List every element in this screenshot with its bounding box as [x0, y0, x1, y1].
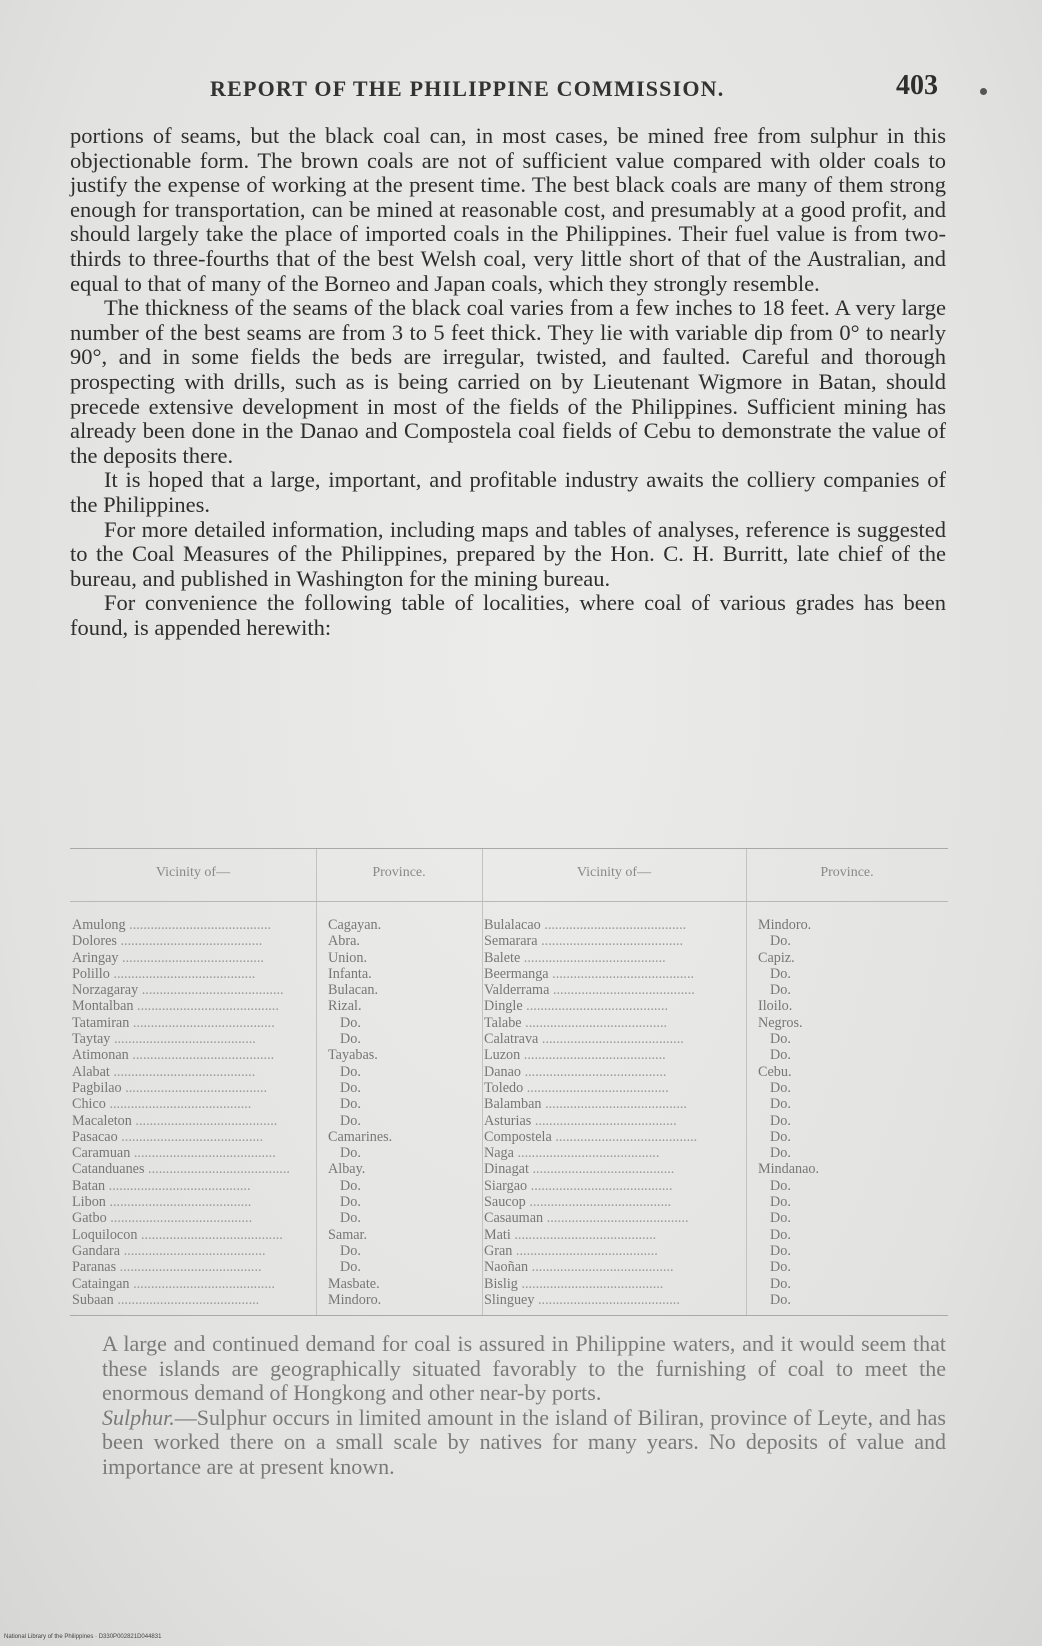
column-header: Vicinity of—	[576, 865, 652, 880]
table-cell-vicinity: Balamban ........................................	[484, 1096, 687, 1113]
table-cell-province: Do.	[340, 1014, 361, 1031]
table-cell-province: Mindoro.	[758, 917, 812, 933]
table-cell-vicinity: Slinguey ........................................	[484, 1291, 680, 1308]
table-cell-vicinity: Dolores ........................................	[72, 933, 263, 950]
paragraph: It is hoped that a large, important, and profitable industry awaits the colliery companies of the Philippines.	[70, 467, 946, 517]
table-cell-vicinity: Danao ........................................	[484, 1063, 667, 1080]
table-cell-province: Mindanao.	[758, 1161, 820, 1178]
province-list-right	[746, 917, 948, 1308]
table-cell-vicinity: Amulong ........................................	[72, 917, 272, 933]
table-cell-province: Masbate.	[328, 1275, 380, 1292]
sulphur-label: Sulphur.	[102, 1404, 175, 1430]
table-cell-vicinity: Tatamiran ........................................	[72, 1014, 275, 1031]
margin-mark	[980, 88, 987, 95]
header-title: REPORT OF THE PHILIPPINE COMMISSION.	[210, 76, 725, 101]
table-cell-vicinity: Pasacao ........................................	[72, 1128, 264, 1145]
vicinity-list-left	[70, 917, 316, 1308]
table-cell-vicinity: Batan ........................................	[72, 1177, 251, 1194]
table-cell-province: Iloilo.	[758, 998, 793, 1015]
table-cell-province: Do.	[770, 1047, 791, 1064]
table-cell-province: Samar.	[328, 1226, 368, 1243]
table-cell-province: Do.	[770, 1275, 791, 1292]
closing-text	[102, 1332, 946, 1480]
table-cell-vicinity: Norzagaray ........................................	[72, 982, 284, 999]
table-cell-province: Do.	[770, 965, 791, 982]
table-cell-vicinity: Gandara ........................................	[72, 1242, 266, 1259]
table-cell-vicinity: Saucop ........................................	[484, 1194, 672, 1211]
coal-localities-table	[70, 848, 948, 1316]
table-cell-vicinity: Naga ........................................	[484, 1145, 660, 1162]
page-number: 403	[896, 70, 938, 101]
table-cell-vicinity: Dinagat ........................................	[484, 1161, 675, 1178]
table-cell-vicinity: Atimonan ........................................	[72, 1047, 275, 1064]
table-cell-province: Do.	[770, 933, 791, 950]
table-cell-vicinity: Luzon ........................................	[484, 1047, 666, 1064]
table-cell-vicinity: Asturias ........................................	[484, 1112, 677, 1129]
table-cell-province: Albay.	[328, 1161, 366, 1178]
table-cell-vicinity: Macaleton ........................................	[72, 1112, 278, 1129]
table-cell-province: Bulacan.	[328, 982, 379, 999]
table-cell-vicinity: Caramuan ........................................	[72, 1145, 276, 1162]
column-header: Vicinity of—	[155, 865, 231, 880]
table-cell-province: Camarines.	[328, 1128, 393, 1145]
table-cell-vicinity: Loquilocon ........................................	[72, 1226, 283, 1243]
column-header: Province.	[372, 865, 426, 880]
table-cell-province: Do.	[340, 1210, 361, 1227]
table-cell-province: Do.	[340, 1063, 361, 1080]
table-cell-vicinity: Pagbilao ........................................	[72, 1079, 268, 1096]
paragraph: portions of seams, but the black coal can, in most cases, be mined free from sulphur in this objectionable form. The brown coals are not of sufficient value compared with older coals to justify the expense of working at the present time. The best black coals are many of them strong enough for transportation, can be mined at reasonable cost, and presumably at a good profit, and should largely take the place of imported coals in the Philippines. Their fuel value is from two-thirds to three-fourths that of the best Welsh coal, very little short of that of the Australian, and equal to that of many of the Borneo and Japan coals, which they strongly resemble.	[70, 123, 946, 296]
table-cell-province: Do.	[340, 1112, 361, 1129]
table-cell-province: Tayabas.	[328, 1047, 378, 1064]
vicinity-list-right	[482, 917, 746, 1308]
table-cell-province: Abra.	[328, 933, 360, 950]
table-cell-province: Do.	[340, 1031, 361, 1048]
table-cell-province: Do.	[340, 1096, 361, 1113]
column-province-left	[316, 849, 483, 1315]
column-province-right	[746, 849, 948, 1315]
table-cell-province: Do.	[340, 1079, 361, 1096]
table-cell-vicinity: Valderrama ........................................	[484, 982, 695, 999]
table-cell-vicinity: Montalban ........................................	[72, 998, 279, 1015]
table-cell-vicinity: Siargao ........................................	[484, 1177, 673, 1194]
table-cell-vicinity: Naoñan ........................................	[484, 1259, 674, 1276]
table-cell-province: Do.	[770, 1242, 791, 1259]
table-cell-vicinity: Subaan ........................................	[72, 1291, 260, 1308]
table-cell-province: Do.	[770, 1079, 791, 1096]
paragraph: A large and continued demand for coal is assured in Philippine waters, and it would seem that these islands are geographically situated favorably to the furnishing of coal to meet the enormous demand of Hongkong and other near-by ports.	[102, 1331, 946, 1406]
table-cell-province: Do.	[770, 1031, 791, 1048]
table-cell-province: Do.	[340, 1242, 361, 1259]
table-cell-vicinity: Taytay ........................................	[72, 1031, 256, 1048]
table-cell-vicinity: Gran ........................................	[484, 1242, 658, 1259]
province-list-left	[316, 917, 482, 1308]
running-header	[70, 70, 970, 108]
table-cell-vicinity: Beermanga ........................................	[484, 965, 695, 982]
table-cell-province: Do.	[770, 1112, 791, 1129]
table-cell-vicinity: Polillo ........................................	[72, 965, 256, 982]
table-cell-province: Do.	[340, 1194, 361, 1211]
table-cell-vicinity: Paranas ........................................	[72, 1259, 262, 1276]
table-cell-province: Do.	[770, 1210, 791, 1227]
table-cell-vicinity: Casauman ........................................	[484, 1210, 689, 1227]
table-cell-vicinity: Chico ........................................	[72, 1096, 252, 1113]
table-cell-province: Do.	[340, 1177, 361, 1194]
paragraph: For convenience the following table of localities, where coal of various grades has been found, is appended herewith:	[70, 590, 946, 640]
table-cell-province: Do.	[770, 1177, 791, 1194]
paragraph: The thickness of the seams of the black coal varies from a few inches to 18 feet. A very large number of the best seams are from 3 to 5 feet thick. They lie with variable dip from 0° to nearly 90°, and in some fields the beds are irregular, twisted, and faulted. Careful and thorough prospecting with drills, such as is being carried on by Lieutenant Wigmore in Batan, should precede extensive development in most of the fields of the Philippines. Sufficient mining has already been done in the Danao and Compostela coal fields of Cebu to demonstrate the value of the deposits there.	[70, 295, 946, 468]
table-cell-vicinity: Semarara ........................................	[484, 933, 683, 950]
table-cell-vicinity: Talabe ........................................	[484, 1014, 668, 1031]
table-cell-province: Cagayan.	[328, 917, 382, 933]
table-cell-vicinity: Bulalacao ........................................	[484, 917, 687, 933]
table-cell-province: Union.	[328, 949, 368, 966]
paragraph: For more detailed information, including maps and tables of analyses, reference is suggested to the Coal Measures of the Philippines, prepared by the Hon. C. H. Burritt, late chief of the bureau, and published in Washington for the mining bureau.	[70, 516, 946, 591]
table-cell-province: Do.	[340, 1145, 361, 1162]
table-cell-vicinity: Aringay ........................................	[72, 949, 264, 966]
table-cell-province: Infanta.	[328, 965, 372, 982]
table-cell-vicinity: Balete ........................................	[484, 949, 666, 966]
table-cell-vicinity: Alabat ........................................	[72, 1063, 256, 1080]
table-cell-vicinity: Cataingan ........................................	[72, 1275, 275, 1292]
table-cell-vicinity: Calatrava ........................................	[484, 1031, 684, 1048]
body-text	[70, 124, 946, 640]
table-cell-province: Do.	[770, 1128, 791, 1145]
table-cell-vicinity: Compostela ........................................	[484, 1128, 698, 1145]
table-cell-province: Do.	[340, 1259, 361, 1276]
table-cell-province: Do.	[770, 1145, 791, 1162]
table-cell-province: Rizal.	[328, 998, 362, 1015]
table-cell-province: Mindoro.	[328, 1291, 382, 1308]
table-cell-province: Do.	[770, 1226, 791, 1243]
table-cell-province: Do.	[770, 1194, 791, 1211]
table-cell-vicinity: Mati ........................................	[484, 1226, 657, 1243]
table-cell-province: Cebu.	[758, 1063, 792, 1080]
table-cell-province: Do.	[770, 1096, 791, 1113]
table-cell-vicinity: Libon ........................................	[72, 1194, 252, 1211]
table-cell-province: Capiz.	[758, 949, 795, 966]
table-cell-province: Negros.	[758, 1014, 803, 1031]
column-vicinity-left	[70, 849, 317, 1315]
table-cell-vicinity: Bislig ........................................	[484, 1275, 664, 1292]
table-cell-province: Do.	[770, 1291, 791, 1308]
paragraph: —Sulphur occurs in limited amount in the island of Biliran, province of Leyte, and has been worked there on a small scale by natives for many years. No deposits of value and importance are at present known.	[102, 1404, 946, 1479]
scan-footer: National Library of the Philippines · D330P002821D044831	[4, 1634, 162, 1640]
table-cell-province: Do.	[770, 982, 791, 999]
table-cell-province: Do.	[770, 1259, 791, 1276]
table-cell-vicinity: Catanduanes ........................................	[72, 1161, 290, 1178]
column-header: Province.	[820, 865, 874, 880]
table-cell-vicinity: Toledo ........................................	[484, 1079, 669, 1096]
table-cell-vicinity: Gatbo ........................................	[72, 1210, 253, 1227]
table-cell-vicinity: Dingle ........................................	[484, 998, 669, 1015]
column-vicinity-right	[482, 849, 747, 1315]
